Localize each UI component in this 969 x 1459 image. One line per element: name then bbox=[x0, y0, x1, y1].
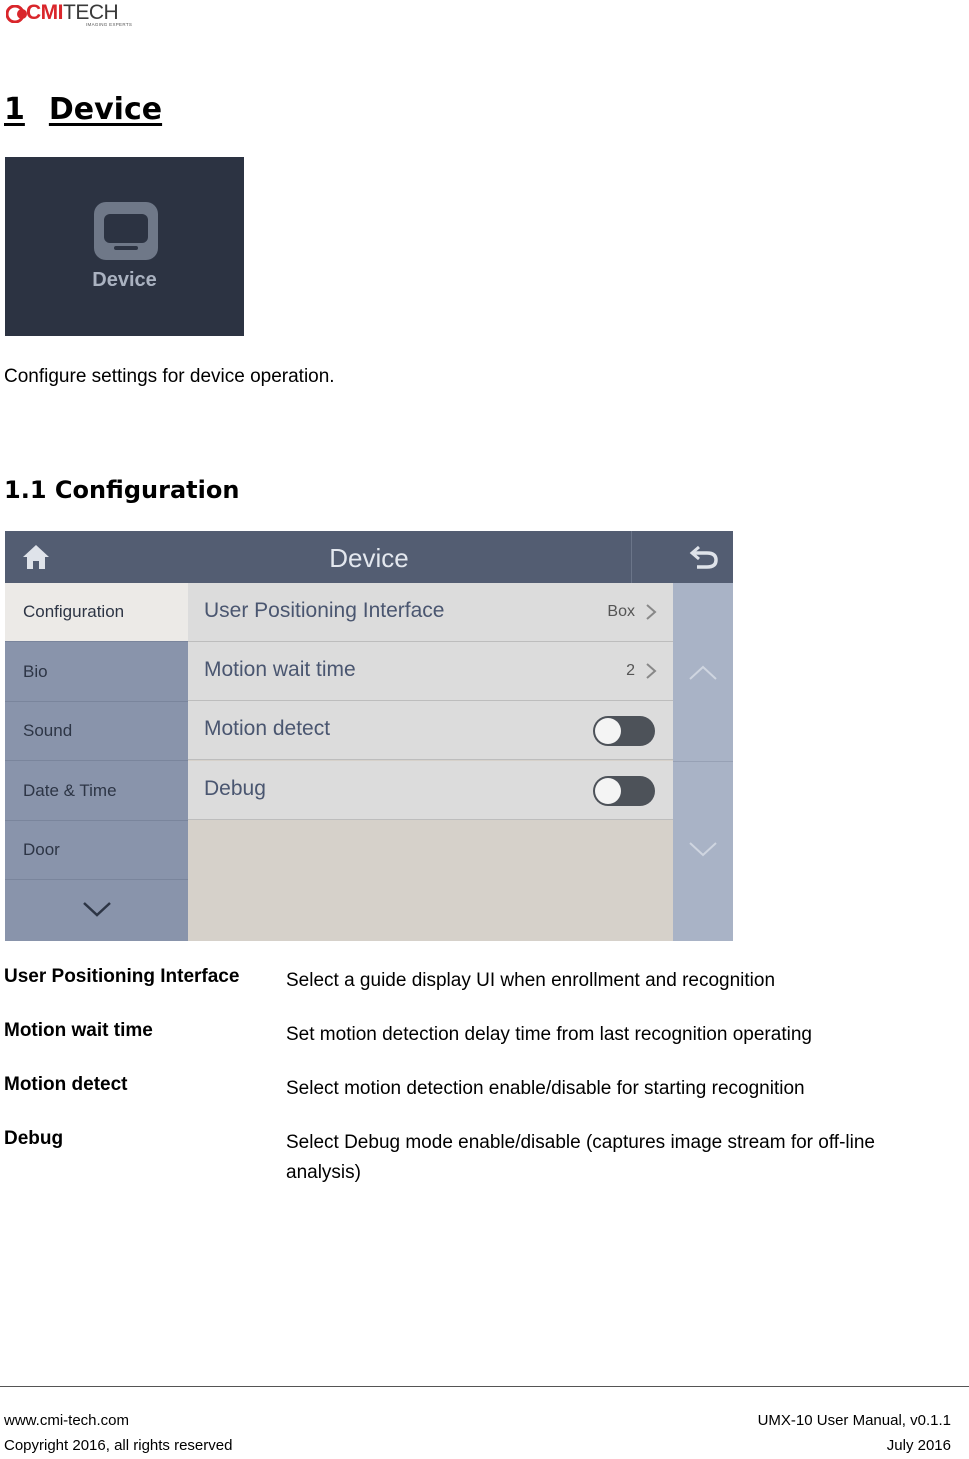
setting-row-user-positioning-interface[interactable] bbox=[188, 583, 673, 642]
device-configuration-screen bbox=[5, 531, 733, 941]
setting-label: Motion wait time bbox=[204, 658, 356, 681]
chevron-up-icon[interactable] bbox=[688, 663, 718, 681]
setting-value: 2 bbox=[626, 662, 635, 679]
settings-sidebar bbox=[5, 583, 188, 941]
screen-title: Device bbox=[329, 543, 409, 573]
description-text: Select Debug mode enable/disable (captures image stream for off-line analysis) bbox=[286, 1132, 875, 1183]
monitor-icon bbox=[94, 202, 158, 260]
sidebar-item-date-time[interactable]: Date & Time bbox=[5, 762, 188, 821]
debug-toggle[interactable] bbox=[593, 776, 655, 806]
sidebar-item-bio[interactable]: Bio bbox=[5, 643, 188, 702]
section-heading bbox=[4, 92, 162, 127]
description-term: User Positioning Interface bbox=[4, 966, 240, 987]
description-term: Debug bbox=[4, 1128, 64, 1149]
cmitech-logo bbox=[6, 2, 136, 28]
list-scrollbar[interactable] bbox=[673, 583, 733, 941]
description-text: Set motion detection delay time from last recognition operating bbox=[286, 1024, 812, 1045]
subsection-heading: 1.1 Configuration bbox=[4, 476, 240, 504]
logo-tagline: IMAGING EXPERTS bbox=[86, 22, 133, 27]
setting-value: Box bbox=[607, 603, 635, 620]
motion-detect-toggle[interactable] bbox=[593, 716, 655, 746]
footer-copyright: Copyright 2016, all rights reserved bbox=[4, 1437, 233, 1454]
setting-label: User Positioning Interface bbox=[204, 599, 445, 622]
back-icon[interactable] bbox=[689, 543, 719, 571]
setting-label: Motion detect bbox=[204, 717, 331, 740]
chevron-down-icon[interactable] bbox=[5, 881, 188, 941]
sidebar-item-configuration[interactable]: Configuration bbox=[5, 583, 188, 642]
sidebar-item-sound[interactable]: Sound bbox=[5, 702, 188, 761]
setting-row-motion-detect bbox=[188, 701, 673, 760]
footer-manual-version: UMX-10 User Manual, v0.1.1 bbox=[757, 1412, 951, 1429]
description-term: Motion wait time bbox=[4, 1020, 153, 1041]
chevron-right-icon bbox=[645, 662, 657, 680]
sidebar-item-door[interactable]: Door bbox=[5, 821, 188, 880]
setting-label: Debug bbox=[204, 777, 266, 800]
footer-date: July 2016 bbox=[886, 1437, 951, 1454]
device-menu-tile bbox=[5, 157, 244, 336]
setting-row-motion-wait-time[interactable] bbox=[188, 642, 673, 701]
chevron-right-icon bbox=[645, 603, 657, 621]
screen-title-bar bbox=[5, 531, 733, 583]
footer-website[interactable]: www.cmi-tech.com bbox=[4, 1412, 130, 1429]
logo-brand-tech: TECH bbox=[63, 1, 119, 24]
device-tile-label: Device bbox=[92, 269, 157, 291]
description-term: Motion detect bbox=[4, 1074, 128, 1095]
section-title: Device bbox=[48, 92, 163, 127]
section-number: 1 bbox=[4, 92, 25, 127]
description-text: Select a guide display UI when enrollment and recognition bbox=[286, 970, 776, 991]
footer-divider bbox=[0, 1386, 969, 1387]
setting-row-debug bbox=[188, 761, 673, 820]
intro-text: Configure settings for device operation. bbox=[4, 366, 335, 387]
chevron-down-icon[interactable] bbox=[688, 841, 718, 859]
description-text: Select motion detection enable/disable for starting recognition bbox=[286, 1078, 805, 1099]
logo-brand-cmi: CMI bbox=[26, 1, 63, 24]
